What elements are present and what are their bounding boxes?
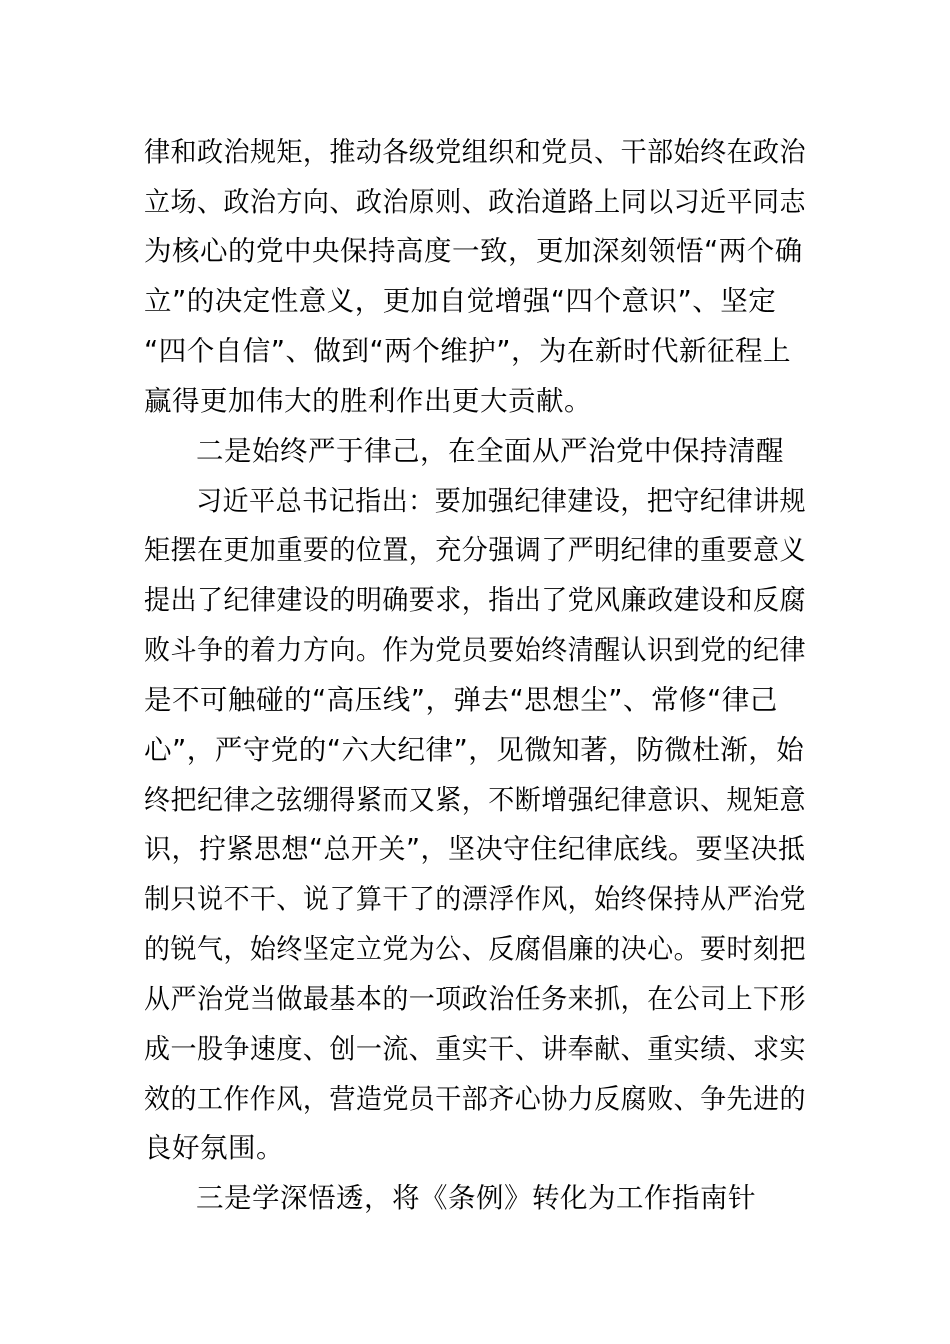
paragraph-line: 为核心的党中央保持高度一致，更加深刻领悟“两个确 (144, 235, 803, 267)
paragraph-line: 败斗争的着力方向。作为党员要始终清醒认识到党的纪律 (144, 634, 806, 666)
paragraph-line: 心”，严守党的“六大纪律”，见微知著，防微杜渐，始 (144, 734, 805, 766)
paragraph-line: 终把纪律之弦绷得紧而又紧，不断增强纪律意识、规矩意 (144, 784, 806, 816)
paragraph-line: 赢得更加伟大的胜利作出更大贡献。 (144, 385, 592, 417)
paragraph-line: 识，拧紧思想“总开关”，坚决守住纪律底线。要坚决抵 (144, 833, 806, 865)
paragraph-line: 效的工作作风，营造党员干部齐心协力反腐败、争先进的 (144, 1083, 806, 1115)
paragraph-line: 是不可触碰的“高压线”，弹去“思想尘”、常修“律己 (144, 684, 778, 716)
paragraph-line: 从严治党当做最基本的一项政治任务来抓，在公司上下形 (144, 983, 806, 1015)
paragraph-line: 成一股争速度、创一流、重实干、讲奉献、重实绩、求实 (144, 1033, 806, 1065)
paragraph-line: 立场、政治方向、政治原则、政治道路上同以习近平同志 (144, 186, 806, 218)
paragraph-line: 矩摆在更加重要的位置，充分强调了严明纪律的重要意义 (144, 534, 806, 566)
paragraph-line: 习近平总书记指出：要加强纪律建设，把守纪律讲规 (196, 485, 806, 517)
paragraph-line: 制只说不干、说了算干了的漂浮作风，始终保持从严治党 (144, 883, 806, 915)
paragraph-line: 律和政治规矩，推动各级党组织和党员、干部始终在政治 (144, 136, 806, 168)
paragraph-line: 提出了纪律建设的明确要求，指出了党风廉政建设和反腐 (144, 584, 806, 616)
section-heading: 二是始终严于律己，在全面从严治党中保持清醒 (196, 435, 784, 467)
paragraph-line: “四个自信”、做到“两个维护”，为在新时代新征程上 (144, 335, 791, 367)
paragraph-line: 立”的决定性意义，更加自觉增强“四个意识”、坚定 (144, 285, 777, 317)
section-heading: 三是学深悟透，将《条例》转化为工作指南针 (196, 1182, 756, 1214)
paragraph-line: 良好氛围。 (144, 1132, 284, 1164)
paragraph-line: 的锐气，始终坚定立党为公、反腐倡廉的决心。要时刻把 (144, 933, 806, 965)
